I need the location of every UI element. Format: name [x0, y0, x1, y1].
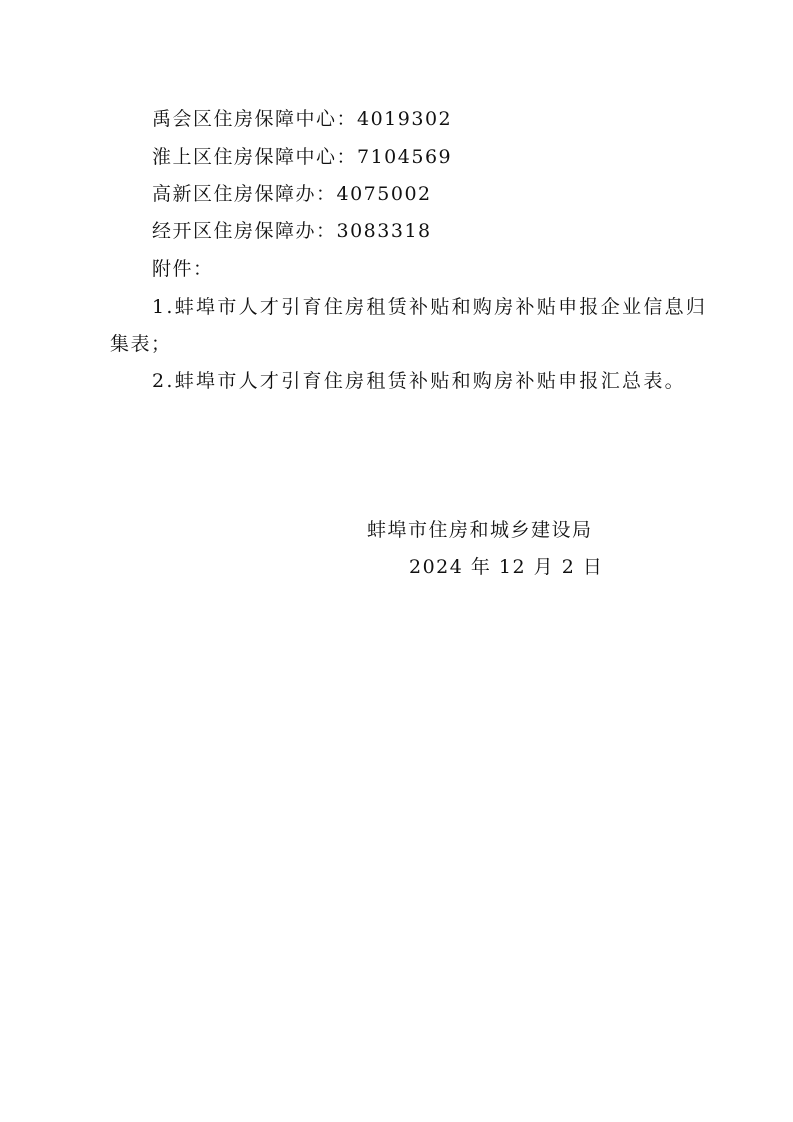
attachment-item-1: 1.蚌埠市人才引育住房租赁补贴和购房补贴申报企业信息归 — [152, 296, 708, 318]
attachment-item-1-continued: 集表； — [110, 333, 172, 355]
contact-huaishang: 淮上区住房保障中心：7104569 — [152, 146, 453, 168]
attachments-heading: 附件： — [152, 258, 214, 280]
contact-jingkai: 经开区住房保障办：3083318 — [152, 220, 432, 242]
contact-gaoxin: 高新区住房保障办：4075002 — [152, 183, 432, 205]
attachment-item-2: 2.蚌埠市人才引育住房租赁补贴和购房补贴申报汇总表。 — [152, 370, 686, 392]
signature-date: 2024 年 12 月 2 日 — [409, 556, 604, 578]
contact-yuhui: 禹会区住房保障中心：4019302 — [152, 108, 453, 130]
signature-organization: 蚌埠市住房和城乡建设局 — [367, 519, 593, 541]
